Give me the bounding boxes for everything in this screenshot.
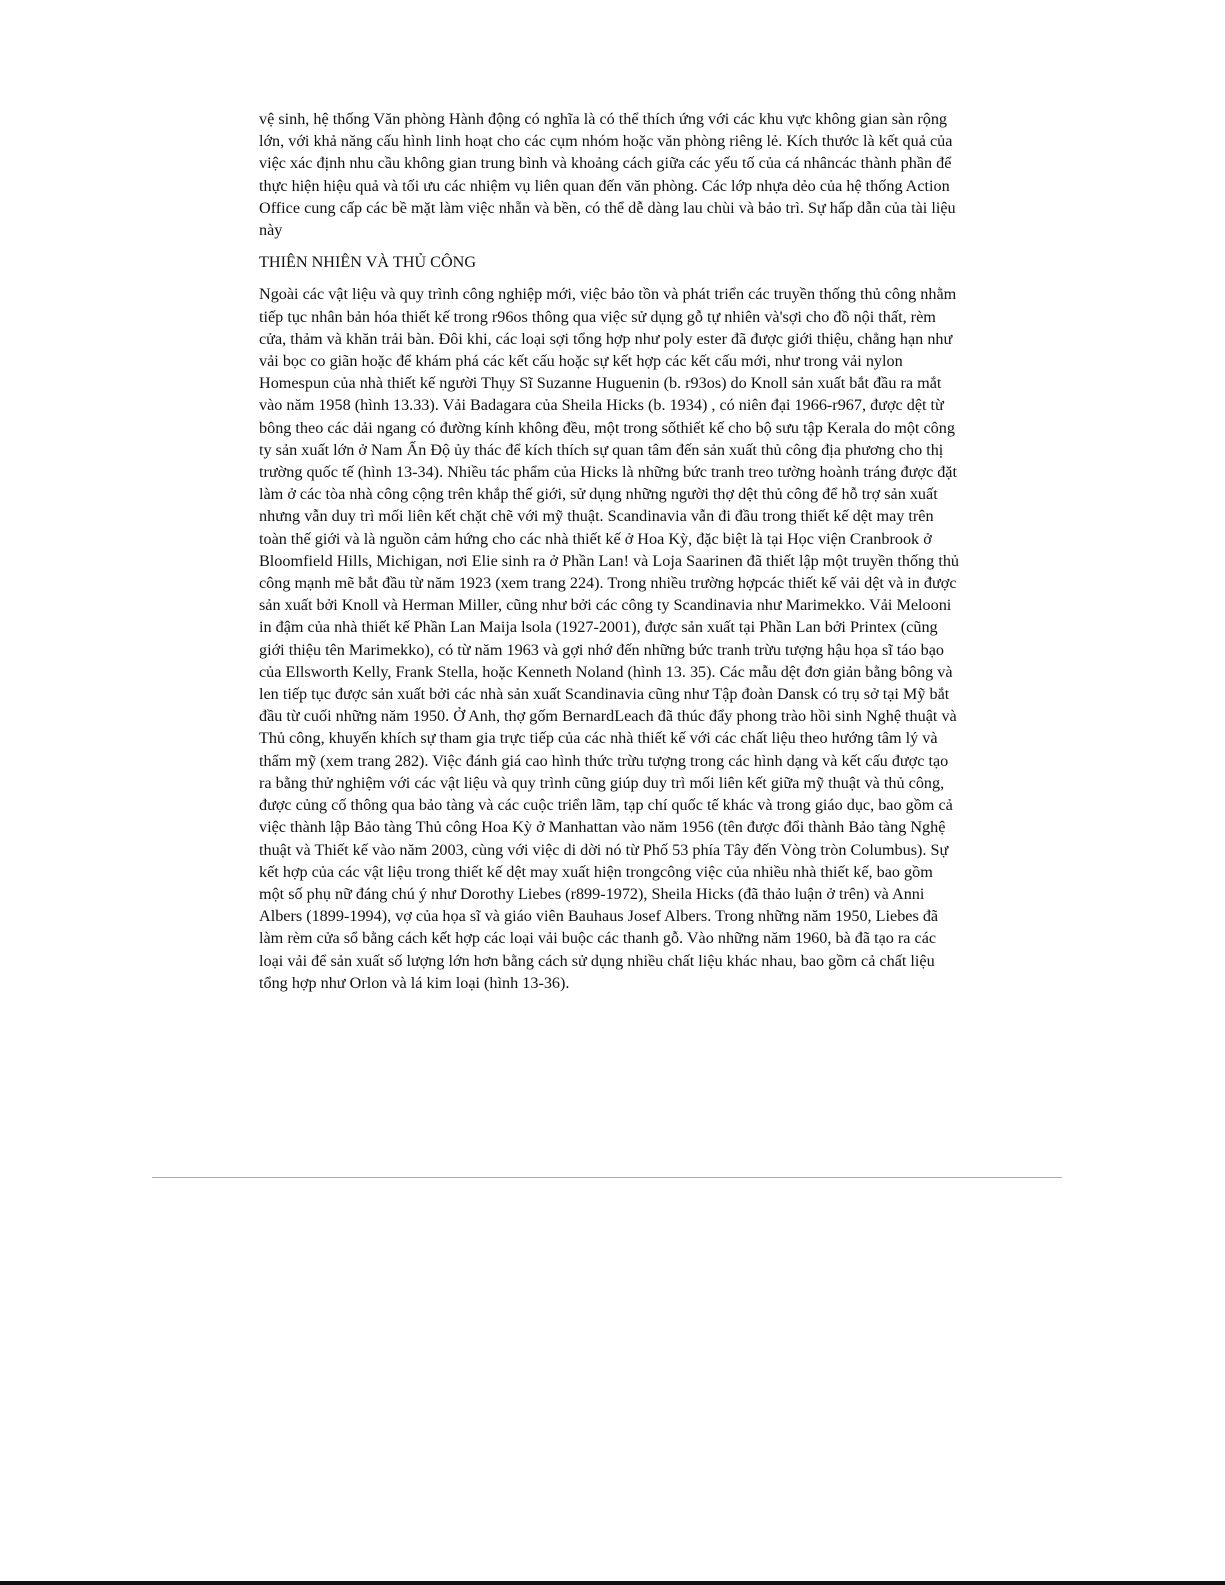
document-body [259,108,959,994]
paragraph-nature-and-craft: Ngoài các vật liệu và quy trình công nghiệp mới, việc bảo tồn và phát triển các truyền thống thủ công nhằm tiếp tục nhân bản hóa thiết kế trong r96os thông qua việc sử dụng gỗ tự nhiên và'sợi cho đồ nội thất, rèm cửa, thảm và khăn trải bàn. Đôi khi, các loại sợi tổng hợp như poly ester đã được giới thiệu, chẳng hạn như vải bọc co giãn hoặc để khám phá các kết cấu hoặc sự kết hợp các kết cấu mới, như trong vải nylon Homespun của nhà thiết kế người Thụy Sĩ Suzanne Huguenin (b. r93os) do Knoll sản xuất bắt đầu ra mắt vào năm 1958 (hình 13.33). Vải Badagara của Sheila Hicks (b. 1934) , có niên đại 1966-r967, được dệt từ bông theo các dải ngang có đường kính không đều, một trong sốthiết kế cho bộ sưu tập Kerala do một công ty sản xuất lớn ở Nam Ấn Độ ủy thác để kích thích sự quan tâm đến sản xuất thủ công địa phương cho thị trường quốc tế (hình 13-34). Nhiều tác phẩm của Hicks là những bức tranh treo tường hoành tráng được đặt làm ở các tòa nhà công cộng trên khắp thế giới, sử dụng những người thợ dệt thủ công để hỗ trợ sản xuất nhưng vẫn duy trì mối liên kết chặt chẽ với mỹ thuật. Scandinavia vẫn đi đầu trong thiết kế dệt may trên toàn thế giới và là nguồn cảm hứng cho các nhà thiết kế ở Hoa Kỳ, đặc biệt là tại Học viện Cranbrook ở Bloomfield Hills, Michigan, nơi Elie sinh ra ở Phần Lan! và Loja Saarinen đã thiết lập một truyền thống thủ công mạnh mẽ bắt đầu từ năm 1923 (xem trang 224). Trong nhiều trường hợpcác thiết kế vải dệt và in được sản xuất bởi Knoll và Herman Miller, cũng như bởi các công ty Scandinavia như Marimekko. Vải Melooni in đậm của nhà thiết kế Phần Lan Maija lsola (1927-2001), được sản xuất tại Phần Lan bởi Printex (cũng giới thiệu tên Marimekko), có từ năm 1963 và gợi nhớ đến những bức tranh trừu tượng hậu họa sĩ táo bạo của Ellsworth Kelly, Frank Stella, hoặc Kenneth Noland (hình 13. 35). Các mẫu dệt đơn giản bằng bông và len tiếp tục được sản xuất bởi các nhà sản xuất Scandinavia cũng như Tập đoàn Dansk có trụ sở tại Mỹ bắt đầu từ cuối những năm 1950. Ở Anh, thợ gốm BernardLeach đã thúc đẩy phong trào hồi sinh Nghệ thuật và Thủ công, khuyến khích sự tham gia trực tiếp của các nhà thiết kế với các chất liệu theo hướng tâm lý và thẩm mỹ (xem trang 282). Việc đánh giá cao hình thức trừu tượng trong các hình dạng và kết cấu được tạo ra bằng thử nghiệm với các vật liệu và quy trình cũng giúp duy trì mối liên kết giữa mỹ thuật và thủ công, được củng cố thông qua bảo tàng và các cuộc triển lãm, tạp chí quốc tế khác và trong giáo dục, bao gồm cả việc thành lập Bảo tàng Thủ công Hoa Kỳ ở Manhattan vào năm 1956 (tên được đổi thành Bảo tàng Nghệ thuật và Thiết kế vào năm 2003, cùng với việc di dời nó từ Phố 53 phía Tây đến Vòng tròn Columbus). Sự kết hợp của các vật liệu trong thiết kế dệt may xuất hiện trongcông việc của nhiều nhà thiết kế, bao gồm một số phụ nữ đáng chú ý như Dorothy Liebes (r899-1972), Sheila Hicks (đã thảo luận ở trên) và Anni Albers (1899-1994), vợ của họa sĩ và giáo viên Bauhaus Josef Albers. Trong những năm 1950, Liebes đã làm rèm cửa sổ bằng cách kết hợp các loại vải buộc các thanh gỗ. Vào những năm 1960, bà đã tạo ra các loại vải để sản xuất số lượng lớn hơn bằng cách sử dụng nhiều chất liệu khác nhau, bao gồm cả chất liệu tổng hợp như Orlon và lá kim loại (hình 13-36). [259,285,960,992]
page-divider [152,1177,1062,1178]
page-bottom-edge [0,1581,1225,1585]
paragraph-office-system: vệ sinh, hệ thống Văn phòng Hành động có nghĩa là có thể thích ứng với các khu vực không gian sàn rộng lớn, với khả năng cấu hình linh hoạt cho các cụm nhóm hoặc văn phòng riêng lẻ. Kích thước là kết quả của việc xác định nhu cầu không gian trung bình và khoảng cách giữa các yếu tố của cá nhâncác thành phần để thực hiện hiệu quả và tối ưu các nhiệm vụ liên quan đến văn phòng. Các lớp nhựa dẻo của hệ thống Action Office cung cấp các bề mặt làm việc nhẵn và bền, có thể dễ dàng lau chùi và bảo trì. Sự hấp dẫn của tài liệu này [259,110,956,240]
section-heading: THIÊN NHIÊN VÀ THỦ CÔNG [259,253,477,272]
